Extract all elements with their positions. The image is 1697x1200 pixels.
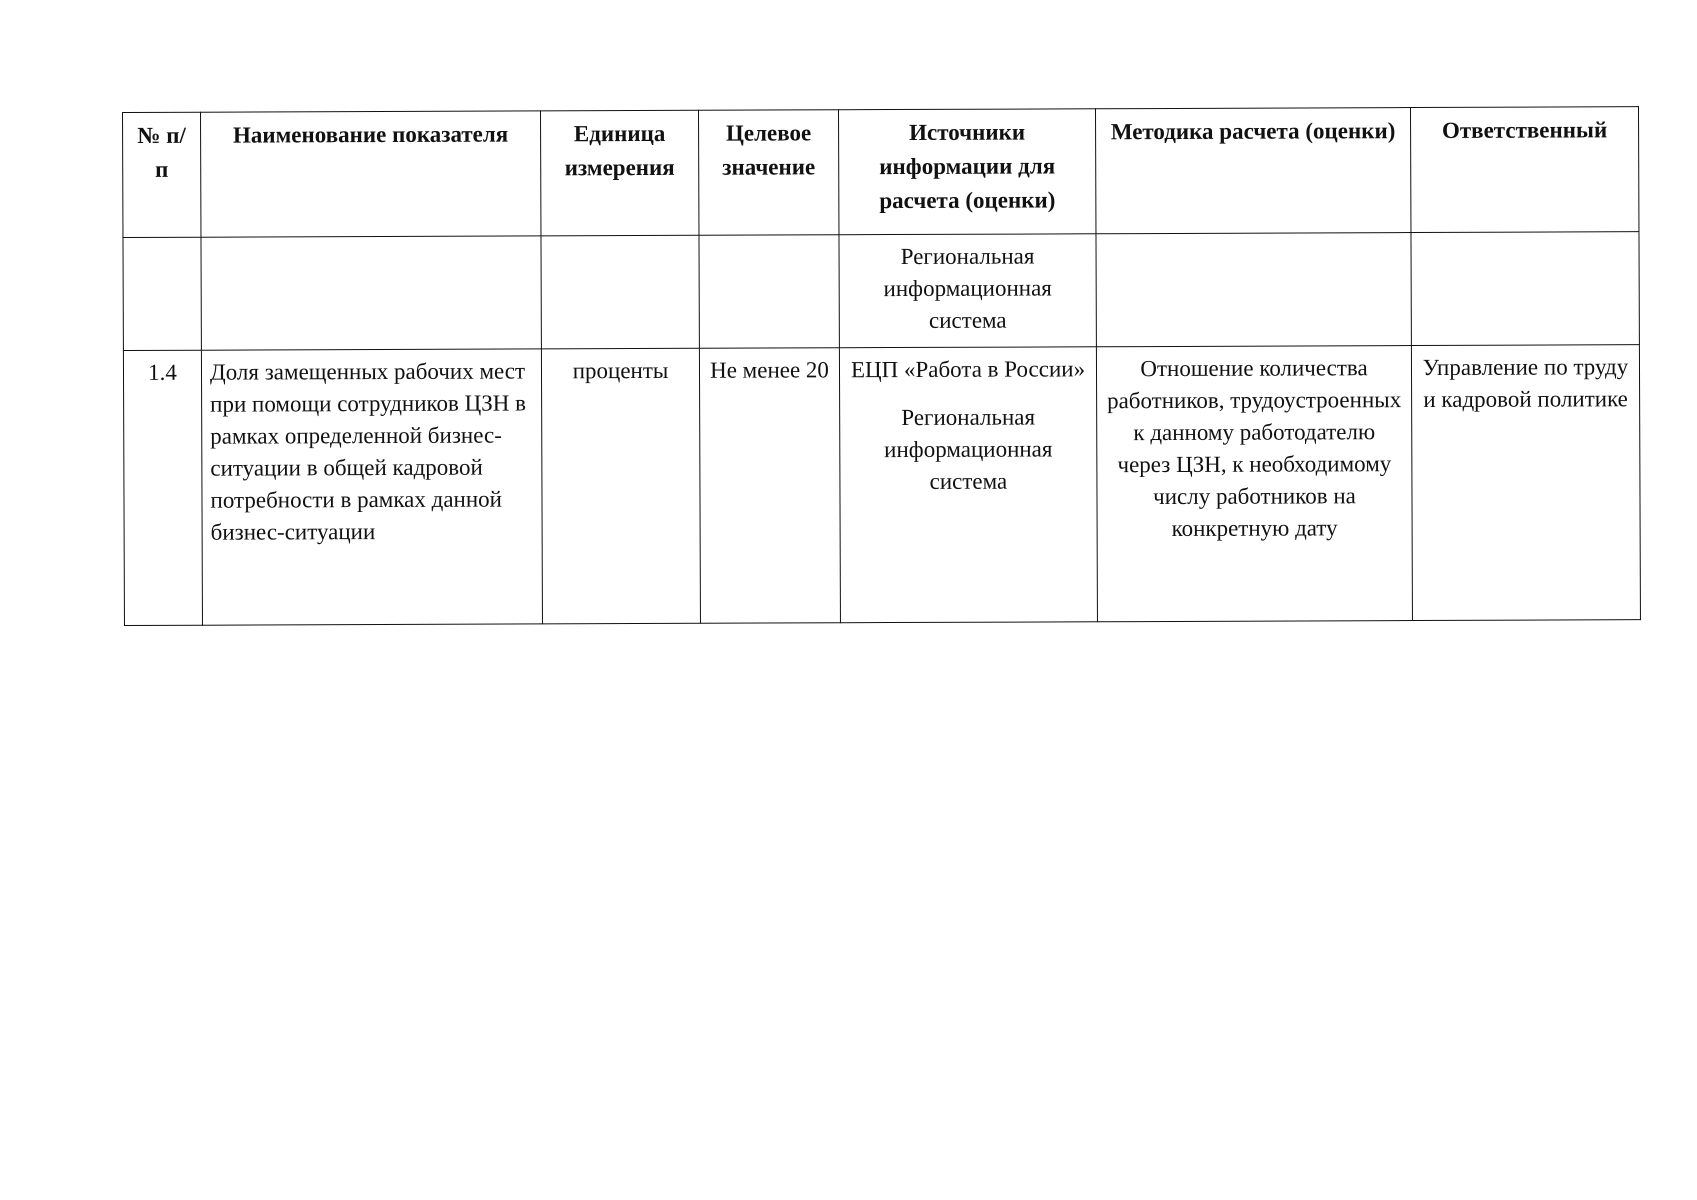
cell-num [123, 237, 201, 350]
header-sources: Источники информации для расчета (оценки) [838, 109, 1095, 235]
cell-num: 1.4 [123, 350, 202, 625]
header-method: Методика расчета (оценки) [1095, 108, 1410, 234]
header-responsible: Ответственный [1410, 107, 1638, 233]
header-name: Наименование показателя [201, 111, 541, 237]
table-row-1-4 [123, 345, 1640, 626]
table-row-continuation [123, 232, 1639, 351]
cell-name [201, 236, 541, 350]
cell-method: Отношение количества работников, трудоустроенных к данному работодателю через ЦЗН, к необходимому числу работников на конкретную дату [1096, 346, 1412, 622]
cell-target [699, 235, 839, 349]
header-num: № п/п [123, 112, 201, 237]
cell-target: Не менее 20 [699, 348, 840, 624]
source-item: Региональная информационная система [884, 404, 1053, 494]
header-target: Целевое значение [698, 110, 838, 236]
cell-responsible [1411, 232, 1639, 346]
cell-name: Доля замещенных рабочих мест при помощи сотрудников ЦЗН в рамках определенной бизнес-ситуации в общей кадровой потребности в рамках данной бизнес-ситуации [201, 349, 542, 625]
cell-responsible: Управление по труду и кадровой политике [1411, 345, 1640, 621]
indicators-table [122, 106, 1641, 626]
cell-unit: проценты [541, 348, 700, 624]
document-page [122, 112, 1638, 626]
cell-sources: Региональная информационная система [839, 234, 1096, 348]
source-item: ЕЦП «Работа в России» [850, 356, 1086, 383]
cell-sources [839, 347, 1097, 623]
table-header-row [123, 107, 1639, 238]
cell-method [1096, 233, 1411, 347]
cell-unit [541, 235, 699, 349]
header-unit: Единица измерения [540, 110, 698, 236]
